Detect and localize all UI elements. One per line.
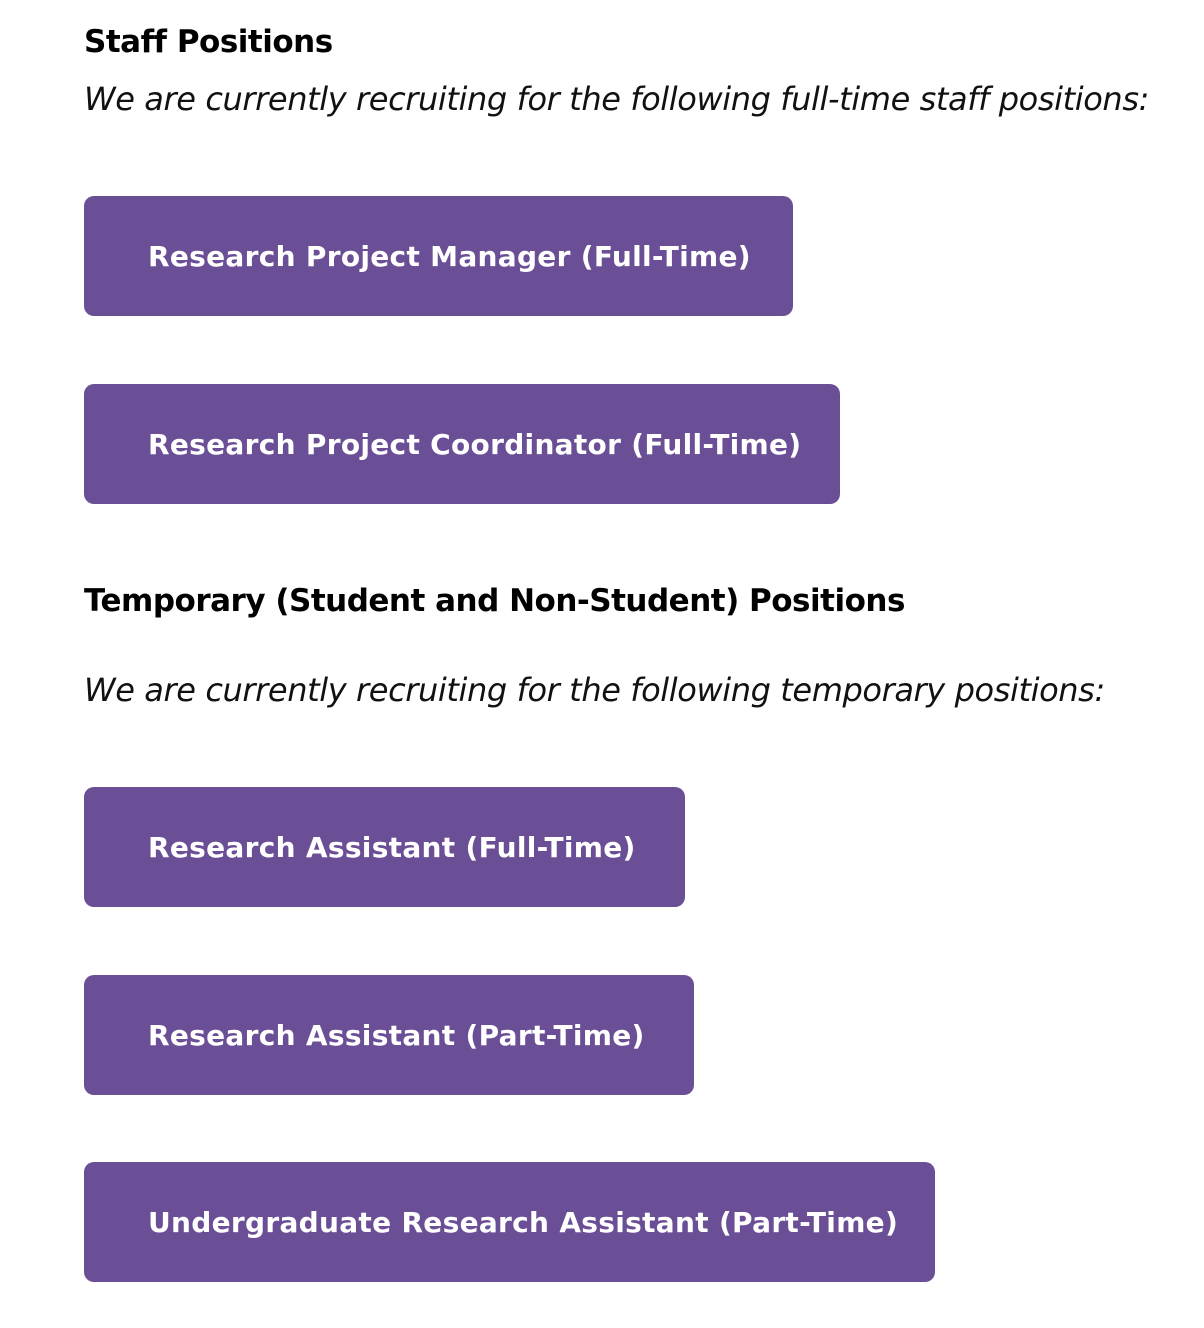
button-label: Research Assistant (Part-Time) (148, 1018, 645, 1052)
undergraduate-research-assistant-button[interactable] (84, 1162, 935, 1282)
button-label: Undergraduate Research Assistant (Part-Time) (148, 1205, 899, 1239)
research-assistant-full-time-button[interactable] (84, 787, 685, 907)
button-label: Research Project Coordinator (Full-Time) (148, 427, 802, 461)
button-label: Research Project Manager (Full-Time) (148, 239, 751, 273)
research-project-coordinator-button[interactable] (84, 384, 840, 504)
research-assistant-part-time-button[interactable] (84, 975, 694, 1095)
staff-positions-heading: Staff Positions (84, 24, 333, 60)
research-project-manager-button[interactable] (84, 196, 793, 316)
staff-positions-intro: We are currently recruiting for the following full-time staff positions: (84, 80, 1149, 118)
temporary-positions-intro: We are currently recruiting for the following temporary positions: (84, 671, 1105, 709)
temporary-positions-heading: Temporary (Student and Non-Student) Positions (84, 583, 905, 619)
button-label: Research Assistant (Full-Time) (148, 830, 636, 864)
